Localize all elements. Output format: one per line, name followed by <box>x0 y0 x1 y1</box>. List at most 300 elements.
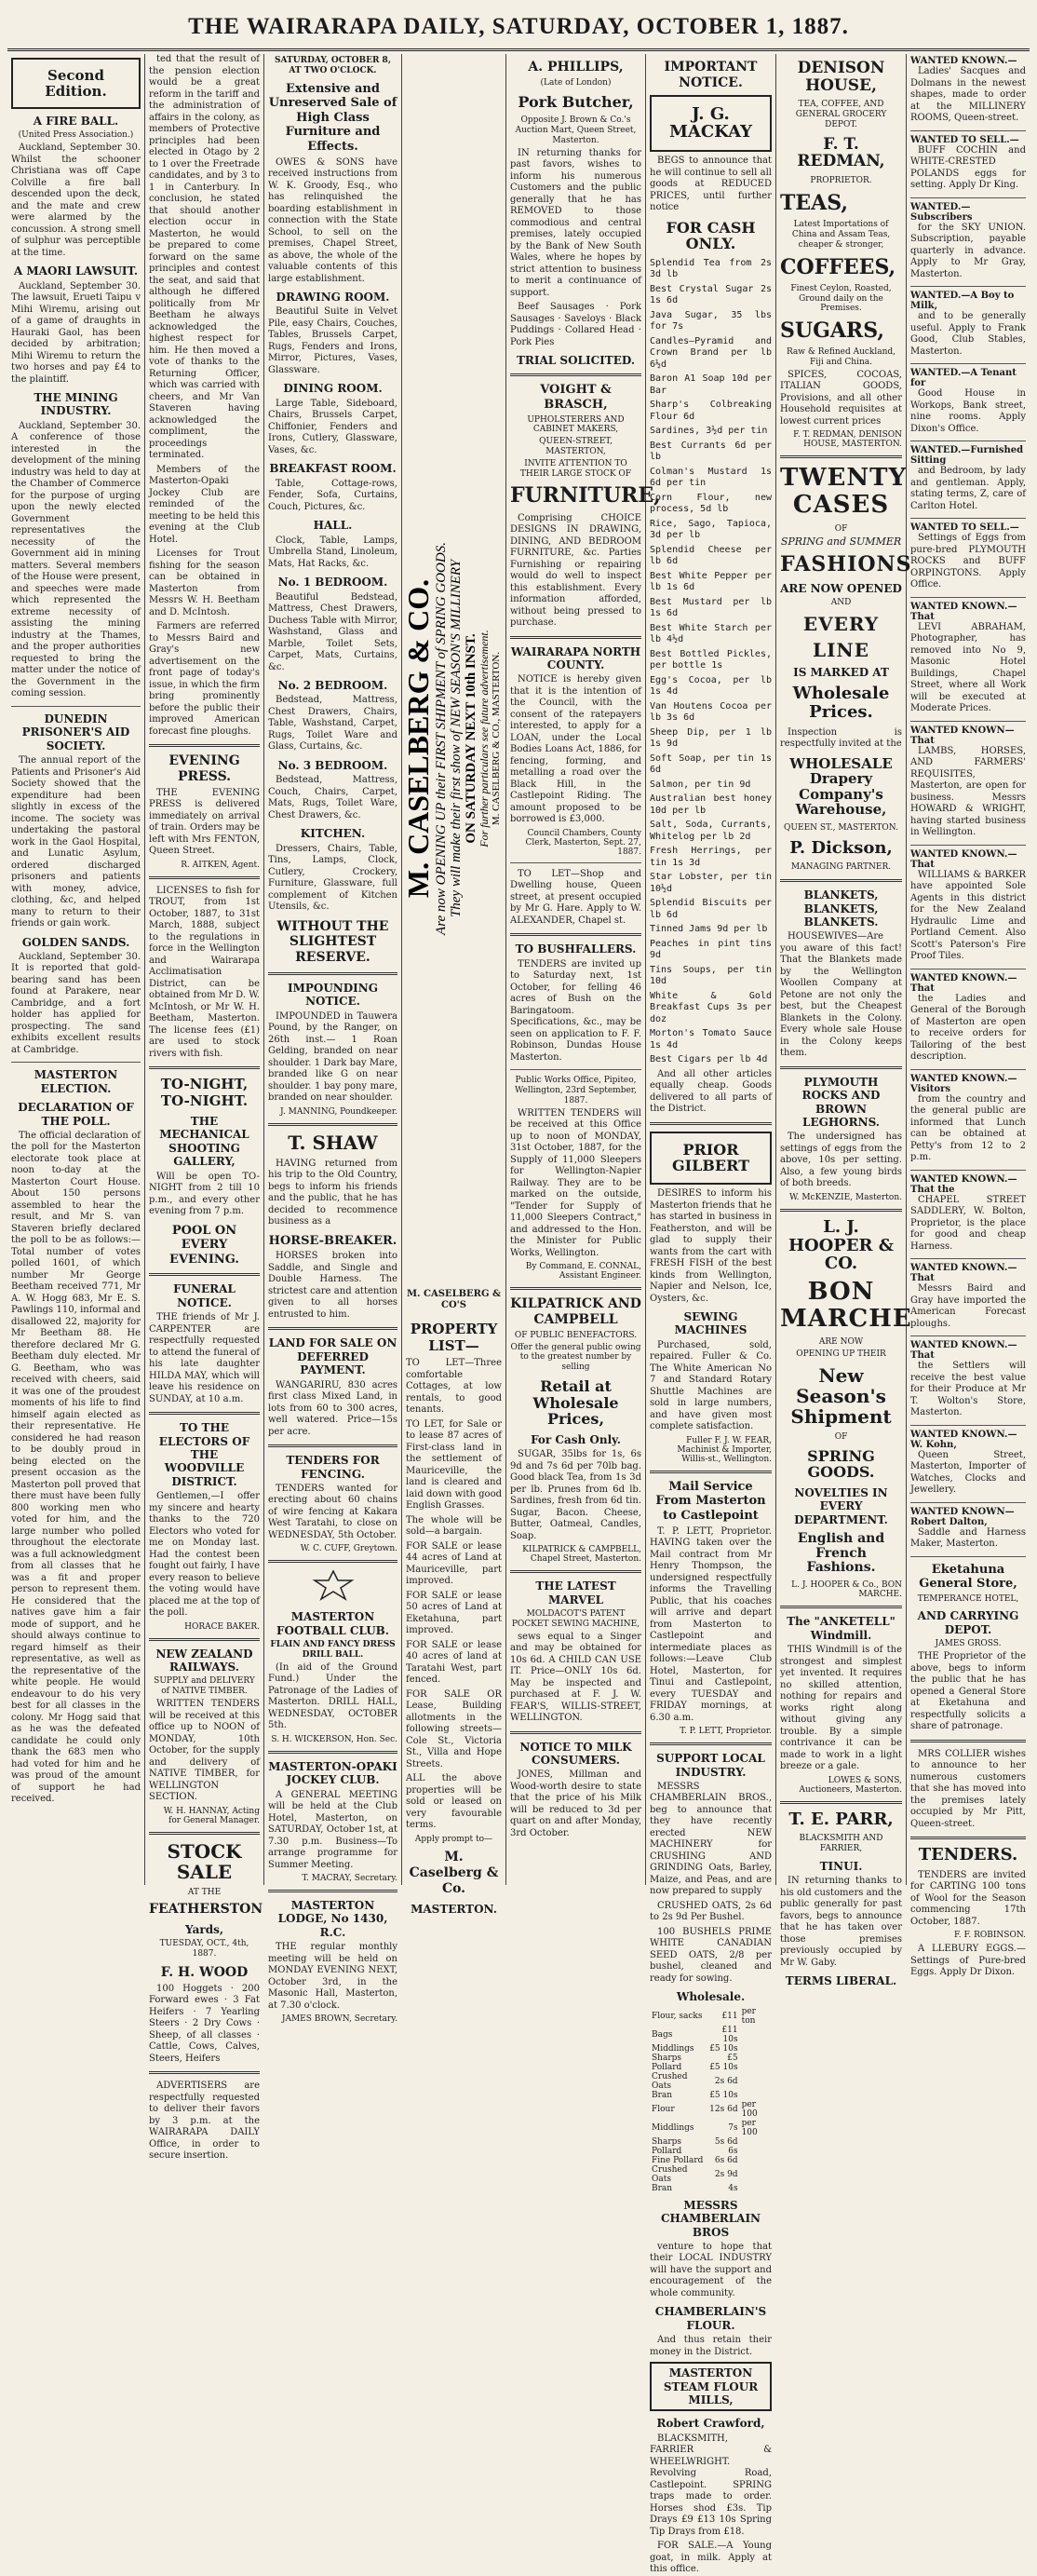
price-line: Soft Soap, per tin 1s 6d <box>650 752 772 776</box>
jockey-club-text: A GENERAL MEETING will be held at the Club Hotel, Masterton, on SATURDAY, October 1st, at 7.30 p.m. Business—To arrange programme for Summer Meeting. <box>268 1789 397 1870</box>
football-subheading: FLAIN AND FANCY DRESS DRILL BALL. <box>270 1640 396 1660</box>
price-line: Salmon, per tin 9d <box>650 779 751 790</box>
terms-text: TERMS LIBERAL. <box>785 1974 897 1988</box>
price-item: Bran <box>652 2183 673 2193</box>
price-line: Sheep Dip, per 1 lb 1s 9d <box>650 726 772 750</box>
furniture-sale-date: SATURDAY, OCTOBER 8, AT TWO O'CLOCK. <box>275 56 391 75</box>
line-text: LINE <box>813 638 869 661</box>
price-line: Best Crystal Sugar 2s 1s 6d <box>650 283 772 306</box>
mills-text: BLACKSMITH, FARRIER & WHEELWRIGHT. Revolving Road, Castlepoint. SPRING traps made to order. Horses shod £3s. Tip Drays £9 £13 10s Spring Tip Drays from £18. <box>650 2433 772 2537</box>
price-row <box>650 2137 772 2147</box>
plymouth-sign: W. McKENZIE, Masterton. <box>788 1192 902 1202</box>
price-value: 5s 6d <box>714 2136 738 2147</box>
price-item: Middlings <box>652 2043 694 2054</box>
phillips-sub: (Late of London) <box>540 77 612 88</box>
price-item: Flour <box>652 2104 675 2114</box>
kilpatrick-sign: KILPATRICK & CAMPBELL, Chapel Street, Masterton. <box>522 1545 641 1565</box>
price-value: 6s <box>728 2146 738 2156</box>
price-value: 12s 6d <box>709 2104 738 2114</box>
divider <box>149 1273 260 1276</box>
wanted-ad-text: Saddle and Harness Maker, Masterton. <box>910 1526 1026 1549</box>
dining-room-text: Large Table, Sideboard, Chairs, Brussels Carpet, Chiffonier, Fenders and Irons, Cutlery, Glassware, Vases, &c. <box>268 398 397 455</box>
lodge-heading: MASTERTON LODGE, No 1430, R.C. <box>277 1899 388 1939</box>
divider <box>780 1066 902 1069</box>
breakfast-room-text: Table, Cottage-rows, Fender, Sofa, Curtains, Couch, Pictures, &c. <box>268 478 397 512</box>
wanted-ad-text: Queen Street, Masterton, Importer of Watches, Clocks and Jewellery. <box>910 1449 1026 1495</box>
funeral-heading: FUNERAL NOTICE. <box>173 1282 236 1309</box>
stock-sale-yards: Yards, <box>184 1922 224 1936</box>
price-unit: per 100 <box>741 2118 758 2137</box>
price-value: £5 10s <box>709 2062 738 2072</box>
wanted-ad-heading: WANTED.—A Tenant for <box>910 368 1017 388</box>
columns <box>7 54 1030 2575</box>
phillips-text: IN returning thanks for past favors, wishes to inform his numerous Customers and the public generally that he has REMOVED to those commodious and central premises, lately occupied by the Bank of New South Wales, where he hopes by strict attention to business to merit a continuance of support. <box>510 147 641 298</box>
hall-heading: HALL. <box>313 519 353 533</box>
divider <box>149 744 260 747</box>
wanted-ad-heading: WANTED KNOWN.—That <box>910 1263 1017 1283</box>
wholesale-prices: Wholesale Prices. <box>792 684 890 722</box>
divider <box>11 706 141 707</box>
public-works-heading: Public Works Office, Pipiteo, Wellington, 23rd September, 1887. <box>515 1076 637 1105</box>
public-works-sign: By Command, E. CONNAL, Assistant Engineer. <box>525 1262 641 1281</box>
price-item: Flour, sacks <box>652 2011 703 2021</box>
redman-sign: F. T. REDMAN, DENISON HOUSE, MASTERTON. <box>793 430 902 450</box>
kilpatrick-sub: OF PUBLIC BENEFACTORS. <box>514 1330 638 1340</box>
every-text: EVERY <box>802 612 880 635</box>
divider <box>268 1327 397 1330</box>
price-row <box>650 2100 772 2119</box>
price-line: Peaches in pint tins 9d <box>650 938 772 961</box>
price-line: Best Mustard per lb 1s 6d <box>650 596 772 619</box>
shaw-text: HAVING returned from his trip to the Old Country, begs to inform his friends and the public, that he has decided to recommence business as a <box>268 1158 397 1227</box>
election-heading: MASTERTON ELECTION. <box>34 1068 118 1095</box>
property-brand: M. CASELBERG & CO'S <box>406 1289 502 1310</box>
wanted-ad <box>910 847 1026 969</box>
football-sign: S. H. WICKERSON, Hon. Sec. <box>271 1734 397 1744</box>
price-item: Bran <box>652 2090 673 2100</box>
column-2 <box>145 54 264 2162</box>
bushfallers-text: TENDERS are invited up to Saturday next, 1st October, for felling 46 acres of Bush on the Baringatoom. Specifications, &c., may be seen on application to F. F. Robinson, Dundas House Masterton. <box>510 958 641 1063</box>
tenders-sign: F. F. ROBINSON. <box>953 1931 1026 1941</box>
support-text: MESSRS CHAMBERLAIN BROS., beg to announce that they have recently erected NEW MACHINERY for CRUSHING AND GRINDING Oats, Barley, Maize, and Peas, and are now prepared to supply <box>650 1781 772 1897</box>
mackay-list <box>650 258 772 1066</box>
price-line: Star Lobster, per tin 10½d <box>650 872 772 894</box>
wanted-ad-heading: WANTED KNOWN.—That <box>910 1340 1017 1361</box>
wanted-ad-heading: WANTED.—Subscribers <box>910 201 973 223</box>
bedroom-2-heading: No. 2 BEDROOM. <box>277 679 388 693</box>
price-row <box>650 2063 772 2072</box>
apply-name: M. Caselberg & Co. <box>409 1850 499 1896</box>
milk-heading: NOTICE TO MILK CONSUMERS. <box>519 1740 632 1767</box>
property-item: FOR SALE or lease 40 acres of land at Taratahi West, part fenced. <box>406 1639 502 1685</box>
bedroom-1-text: Beautiful Bedstead, Mattress, Chest Drawers, Duchess Table with Mirror, Washstand, Glass and Marble, Toilet Sets, Carpet, Mats, Curtains, &c. <box>268 591 397 672</box>
price-line: White & Gold Breakfast Cups 3s per doz <box>650 990 772 1024</box>
price-line: Van Houtens Cocoa per lb 3s 6d <box>650 700 772 724</box>
mackay-box <box>650 95 772 153</box>
parr-place: TINUI. <box>819 1860 863 1874</box>
price-row <box>650 2147 772 2156</box>
kilpatrick-text: Offer the general public owing to the greatest number by selling <box>510 1342 641 1373</box>
election-continued: ted that the result of the pension election would be a great reform in the tariff and the administration of affairs in the colony, as members of Protective principles had been elected in Otago by 2 to 1 over the Freetrade candidates, and by 3 to 1 in Canterbury. In conclusion, he stated that should another election occur in Masterton, he would be prepared to come forward on the same principles and contest the seat, and said that although he differed politically from Mr Beetham he always acknowledged the highest respect for him. He then moved a vote of thanks to the Returning Officer, which was carried with cheers, and Mr Van Staveren having acknowledged the compliment, the proceedings terminated. <box>149 54 260 460</box>
prices-table <box>650 2007 772 2193</box>
lodge-text: THE regular monthly meeting will be held on MONDAY EVENING NEXT, October 3rd, in the Masonic Hall, Masterton, at 7.30 o'clock. <box>268 1942 397 2011</box>
property-heading: PROPERTY LIST— <box>410 1321 498 1354</box>
no-reserve-heading: WITHOUT THE SLIGHTEST RESERVE. <box>276 918 389 966</box>
windmill-heading: The "ANKETELL" Windmill. <box>787 1615 896 1642</box>
divider <box>650 1122 772 1125</box>
dickson-name: P. Dickson, <box>789 837 893 858</box>
railways-subheading: SUPPLY and DELIVERY of NATIVE TIMBER. <box>154 1676 255 1697</box>
mining-text: Auckland, September 30. A conference of those interested in the development of the mining industry was held to day at the Chamber of Commerce for the purpose of urging upon the newly elected Government representatives the necessity of the Government aid in mining matters. Several members of the House were present, and speeches were made which represented the extreme necessity of assisting the mining industry at the Thames, and the proper authorities requested to bring the matter under the notice of the Government in the coming session. <box>11 420 141 699</box>
prices-heading: Wholesale. <box>676 1990 746 2004</box>
and-text: AND <box>830 597 852 607</box>
price-unit <box>740 2054 772 2063</box>
price-unit <box>740 2072 772 2091</box>
divider <box>780 1606 902 1608</box>
mining-heading: THE MINING INDUSTRY. <box>34 391 118 418</box>
football-text: (In aid of the Ground Fund.) Under the Patronage of the Ladies of Masterton. DRILL HALL, WEDNESDAY, OCTOBER 5th. <box>268 1661 397 1731</box>
seed-oats-text: 100 BUSHELS PRIME WHITE CANADIAN SEED OATS, 2/8 per bushel, cleaned and ready for sowing. <box>650 1926 772 1984</box>
bedroom-2-text: Bedstead, Mattress, Chest Drawers, Chairs, Table, Washstand, Carpet, Rugs, Toilet Ware and Glass, Curtains, &c. <box>268 695 397 752</box>
kilpatrick-list: SUGAR, 35lbs for 1s, 6s 9d and 7s 6d per 70lb bag. Good black Tea, from 1s 3d per lb. Prunes from 6d lb. Sardines, fresh from 6d tin. Sugar, Bacon. Cheese, Butter, Oatmeal, Candles, Soap. <box>510 1449 641 1541</box>
wanted-ad-text: for the SKY UNION. Subscription, payable quarterly in advance. Apply to Mr Gray, Masterton. <box>910 222 1026 279</box>
goat-sale-text: FOR SALE.—A Young goat, in milk. Apply at this office. <box>650 2541 772 2575</box>
fencing-heading: TENDERS FOR FENCING. <box>286 1454 380 1481</box>
wanted-ad <box>910 1173 1026 1260</box>
divider <box>149 1066 260 1069</box>
divider <box>780 1209 902 1212</box>
wanted-ad-heading: WANTED KNOWN.—Visitors <box>910 1073 1017 1094</box>
price-unit <box>740 2091 772 2100</box>
important-heading: IMPORTANT NOTICE. <box>664 60 758 90</box>
price-value: 6s 6d <box>714 2155 738 2165</box>
apply-place: MASTERTON. <box>411 1902 497 1916</box>
column-8 <box>907 54 1030 1978</box>
impound-sign: J. MANNING, Poundkeeper. <box>280 1106 397 1117</box>
trout-licenses-text: LICENSES to fish for TROUT, from 1st October, 1887, to 31st March, 1888, subject to the regulations in force in the Wellington and Wairarapa Acclimatisation District, can be obtained from Mr D. W. McIntosh, or Mr W. H. Beetham, Masterton. The license fees (£1) are used to stock rivers with fish. <box>149 885 260 1059</box>
wanted-ad-heading: WANTED KNOWN.—W. Kohn, <box>910 1429 1017 1450</box>
marked-text: IS MARKED AT <box>793 665 889 679</box>
county-text: NOTICE is hereby given that it is the intention of the Council, with the consent of the ratepayers interested, to apply for a LOAN, under the Local Bodies Loans Act, 1886, for fencing, forming, and metalling a road over the Black Hill, in the Castlepoint Riding. The amount proposed to be borrowed is £3,000. <box>510 674 641 825</box>
sewing-text: Purchased, sold, repaired. Fuller & Co. The White American No 7 and Standard Rotary Shuttle Machines are sold in large numbers, and have given most complete satisfaction. <box>650 1339 772 1432</box>
price-line: Rice, Sago, Tapioca, 3d per lb <box>650 518 772 541</box>
price-line: Baron A1 Soap 10d per Bar <box>650 373 772 396</box>
maori-lawsuit-text: Auckland, September 30. The lawsuit, Erueti Taipu v Mihi Wiremu, arising out of a game of draughts in Hauraki Gaol, has been decided by arbitration; Mihi Wiremu to return the two horses and pay £4 to the plaintiff. <box>11 280 141 385</box>
price-value: £5 10s <box>709 2043 738 2054</box>
price-item: Crushed Oats <box>652 2164 688 2184</box>
price-item: Fine Pollard <box>652 2155 704 2165</box>
windmill-sign: LOWES & SONS, Auctioneers, Masterton. <box>799 1775 902 1795</box>
windmill-text: THIS Windmill is of the strongest and simplest yet invented. It requires no skilled attention, nothing for repairs and works right along without giving any trouble. By a simple contrivance it can be made to work in a light breeze or a gale. <box>780 1645 902 1772</box>
tonight-heading: TO-NIGHT, TO-NIGHT. <box>160 1076 249 1110</box>
denison-heading: DENISON HOUSE, <box>797 59 885 95</box>
price-row <box>650 2026 772 2044</box>
price-item: Bags <box>652 2029 673 2040</box>
price-line: Corn Flour, new process, 5d lb <box>650 492 772 515</box>
wanted-ad-heading: WANTED TO SELL.— <box>910 522 1019 533</box>
hooper-heading: L. J. HOOPER & CO. <box>788 1216 895 1274</box>
wanted-ad <box>910 289 1026 364</box>
price-line: Egg's Cocoa, per lb 1s 4d <box>650 674 772 698</box>
crushed-oats-text: CRUSHED OATS, 2s 6d to 2s 9d Per Bushel. <box>650 1900 772 1923</box>
wanted-ad-text: Settings of Eggs from pure-bred PLYMOUTH ROCKS and BUFF ORPINGTONS. Apply Office. <box>910 533 1026 590</box>
price-unit <box>740 2063 772 2072</box>
opened-text: ARE NOW OPENED <box>780 581 902 595</box>
vert-line-5: For further particulars see future advertisement. <box>478 630 491 847</box>
divider <box>510 373 641 376</box>
vert-line-6: M. CASELBERG & CO., MASTERTON. <box>491 651 502 826</box>
price-line: Splendid Tea from 2s 3d lb <box>650 257 772 280</box>
price-unit <box>740 2026 772 2044</box>
furniture-heading: FURNITURE, <box>510 483 661 508</box>
dunedin-heading: DUNEDIN PRISONER'S AID SOCIETY. <box>21 712 130 752</box>
divider <box>510 1287 641 1290</box>
cases-heading: TWENTY CASES <box>780 464 908 519</box>
voight-sub: UPHOLSTERERS AND CABINET MAKERS, <box>527 414 625 435</box>
breakfast-room-heading: BREAKFAST ROOM. <box>269 462 397 476</box>
mackay-text: BEGS to announce that he will continue to sell all goods at REDUCED PRICES, until further notice <box>650 156 772 213</box>
sugars-text: Raw & Refined Auckland, Fiji and China. <box>786 347 896 368</box>
property-item: The whole will be sold—a bargain. <box>406 1514 502 1537</box>
property-item: TO LET—Three comfortable Cottages, at low rentals, to good tenants. <box>406 1358 502 1415</box>
price-value: £11 <box>721 2011 738 2021</box>
pool-heading: POOL ON EVERY EVENING. <box>169 1223 239 1267</box>
stock-sale-date: TUESDAY, OCT., 4th, 1887. <box>159 1939 249 1959</box>
price-line: Splendid Biscuits per lb 6d <box>650 898 772 920</box>
phillips-list: Beef Sausages · Pork Sausages · Saveloys · Black Puddings · Collared Head · Pork Pies <box>510 302 641 347</box>
divider <box>11 1062 141 1063</box>
shaw-text-2: HORSES broken into Saddle, and Single and Double Harness. The strictest care and attention given to all horses entrusted to him. <box>268 1251 397 1320</box>
mail-text: T. P. LETT, Proprietor. HAVING taken over the Mail contract from Mr Henry Thompson, the undersigned respectfully informs the Travelling Public, that his coaches will arrive and depart from Masterton to Castlepoint and intermediate places as follows:—Leave Club Hotel, Masterton, for Tinui and Castlepoint, every TUESDAY and FRIDAY mornings, at 6.30 a.m. <box>650 1525 772 1723</box>
wanted-ad <box>910 1261 1026 1336</box>
coffees-text: Finest Ceylon, Roasted, Ground daily on the Premises. <box>790 283 892 314</box>
mills-sub: Robert Crawford, <box>656 2417 765 2431</box>
mail-sign: T. P. LETT, Proprietor. <box>680 1727 772 1737</box>
divider <box>650 1471 772 1473</box>
bedroom-3-heading: No. 3 BEDROOM. <box>277 758 388 772</box>
divider <box>268 1890 397 1892</box>
divider <box>268 1751 397 1754</box>
wanted-ad <box>910 1338 1026 1426</box>
blankets-heading: BLANKETS, BLANKETS, BLANKETS. <box>803 888 879 929</box>
price-line: Tinned Jams 9d per lb <box>650 924 768 935</box>
prior-heading: PRIOR GILBERT <box>671 1140 750 1175</box>
wanted-ad-text: and to be generally useful. Apply to Frank Good, Club Stables, Masterton. <box>910 311 1026 357</box>
divider <box>910 1740 1026 1742</box>
wanted-ad-text: Ladies' Sacques and Dolmans in the newest shapes, made to order at the MILLINERY ROOMS, Queen-street. <box>910 66 1026 123</box>
wanted-ad <box>910 366 1026 441</box>
price-row <box>650 2119 772 2137</box>
price-unit <box>740 2044 772 2054</box>
milk-text: JONES, Millman and Wood-worth desire to state that the price of his Milk will be reduced to 3d per quart on and after Monday, 3rd October. <box>510 1769 641 1838</box>
bushfallers-heading: TO BUSHFALLERS. <box>515 942 637 956</box>
price-row <box>650 2044 772 2054</box>
price-line: Fresh Herrings, per tin 1s 3d <box>650 846 772 868</box>
wanted-ad <box>910 443 1026 519</box>
price-unit: per ton <box>741 2006 756 2026</box>
prior-text: DESIRES to inform his Masterton friends that he has started in business in Featherston, and will be glad to supply their wants from the cart with FRESH FISH of the best kinds from Wellington, Napier and Nelson, Ice, Oysters, &c. <box>650 1188 772 1304</box>
tenders-text: TENDERS are invited for CARTING 100 tons of Wool for the Season commencing 17th October, 1887. <box>910 1869 1026 1927</box>
stock-sale-list: 100 Hoggets · 200 Forward ewes · 3 Fat Heifers · 7 Yearling Steers · 2 Dry Cows · Sheep, of all classes · Cattle, Cows, Calves, Steers, Heifers <box>149 1983 260 2064</box>
price-unit <box>740 2137 772 2147</box>
property-item: ALL the above properties will be sold or leased on very favourable terms. <box>406 1773 502 1830</box>
jockey-club-heading: MASTERTON-OPAKI JOCKEY CLUB. <box>268 1759 397 1787</box>
dunedin-text: The annual report of the Patients and Prisoner's Aid Society showed that the expenditure had been slightly in excess of the income. The society was undertaking the pastoral work in the Gaol Hospital, and Lunatic Asylum, ordered discharged prisoners and patients with money, advice, clothing, &c, and helped many to return to their friends or gain work. <box>11 755 141 929</box>
crest-icon <box>268 1569 397 1605</box>
price-row <box>650 2156 772 2165</box>
eggs-text: A LLEBURY EGGS.—Settings of Pure-bred Eggs. Apply Dr Dixon. <box>910 1944 1026 1978</box>
mackay-heading: J. G. MACKAY <box>668 103 753 142</box>
wanted-ad <box>910 54 1026 131</box>
price-value: £5 <box>727 2053 738 2063</box>
stock-sale-agent: F. H. WOOD <box>160 1964 249 1980</box>
evening-press-heading: EVENING PRESS. <box>168 753 240 784</box>
jockey-club-sign: T. MACRAY, Secretary. <box>302 1874 397 1884</box>
railways-heading: NEW ZEALAND RAILWAYS. <box>155 1647 253 1674</box>
wanted-ad-heading: WANTED.—A Boy to Milk, <box>910 291 1015 311</box>
property-item: FOR SALE or lease 44 acres of Land at Mauriceville, part improved. <box>406 1540 502 1586</box>
voight-address: QUEEN-STREET, MASTERTON, <box>539 437 613 457</box>
wanted-ad-text: the Settlers will receive the best value for their Produce at Mr T. Wolton's Store, Masterton. <box>910 1361 1026 1417</box>
english-french: English and French Fashions. <box>797 1531 885 1575</box>
price-row <box>650 2184 772 2193</box>
sugars-heading: SUGARS, <box>780 319 884 344</box>
divider <box>780 455 902 458</box>
divider <box>510 862 641 863</box>
spring-goods: SPRING GOODS. <box>807 1446 875 1482</box>
county-sign: Council Chambers, County Clerk, Masterton, Sept. 27, 1887. <box>525 828 641 857</box>
gallery-text: Will be open TO-NIGHT from 2 till 10 p.m., and every other evening from 7 p.m. <box>149 1171 260 1217</box>
wanted-ad <box>910 600 1026 722</box>
property-item: FOR SALE or lease 50 acres of Land at Eketahuna, part improved. <box>406 1590 502 1635</box>
wanted-ad <box>910 200 1026 288</box>
evening-press-sign: R. AITKEN, Agent. <box>181 860 260 870</box>
impound-text: IMPOUNDED in Tauwera Pound, by the Ranger, on 26th inst.— 1 Roan Gelding, branded on near shoulder. 1 Dark bay Mare, branded like G on near shoulder. 1 bay pony mare, branded on near shoulder. <box>268 1010 397 1104</box>
vert-line-4: ON SATURDAY NEXT 10th INST. <box>464 633 478 844</box>
price-item: Middlings <box>652 2122 694 2133</box>
price-value: 2s 6d <box>714 2076 738 2086</box>
voight-heading: VOIGHT & BRASCH, <box>540 383 612 413</box>
flour-text: And thus retain their money in the District. <box>650 2335 772 2357</box>
evening-press-text: THE EVENING PRESS is delivered immediately on arrival of train. Orders may be left with Mrs FENTON, Queen Street. <box>149 787 260 857</box>
divider <box>510 636 641 639</box>
jockey-reminder: Members of the Masterton-Opaki Jockey Club are reminded of the meeting to be held this evening at the Club Hotel. <box>149 464 260 545</box>
phillips-trade: Pork Butcher, <box>518 92 634 111</box>
masthead <box>7 6 1030 51</box>
cases-of: OF <box>834 523 848 534</box>
wdc-address: QUEEN ST., MASTERTON. <box>784 822 898 833</box>
carrying-text: THE Proprietor of the above, begs to inform the public that he has opened a General Store at Eketahuna and respectfully solicits a share of patronage. <box>910 1651 1026 1732</box>
price-item: Sharps <box>652 2136 682 2147</box>
chamberlain-heading: MESSRS CHAMBERLAIN BROS <box>660 2198 761 2239</box>
wanted-ad <box>910 1428 1026 1503</box>
wanted-ad-text: CHAPEL STREET SADDLERY, W. Bolton, Proprietor, is the place for good and cheap Harness. <box>910 1194 1026 1252</box>
divider <box>268 1123 397 1126</box>
price-unit <box>740 2147 772 2156</box>
wanted-ad-heading: WANTED KNOWN.—That the <box>910 1173 1017 1195</box>
wanted-ad-heading: WANTED TO SELL.— <box>910 134 1019 145</box>
chamberlain-text: venture to hope that their LOCAL INDUSTRY will have the support and encouragement of the whole community. <box>650 2241 772 2298</box>
election-text: The official declaration of the poll for the Masterton electorate took place at noon to-day at the Masterton Court House. About 150 persons assembled to hear the result, and Mr S. van Staveren briefly declared the poll to be as follows:— Total number of votes polled 1601, of which number Mr George Beetham received 771, Mr A. W. Hogg 683, Mr E. S. Pawlings 110, informal and disallowed 22, majority for Mr Beetham 88. He therefore declared Mr G. Beetham duly elected. Mr G. Beetham, who was received with cheers, said it was one of the proudest moments of his life to find himself again elected as their representative. He considered he had reason to be doubly proud in being elected on the present occasion as the Masterton poll proved that there must have been fully 800 working men who voted for him, and the large number who polled throughout the electorate was a full acknowledgment from all classes that he was a fit and proper person to represent them. He considered that the natives gave him a fair mode of support, and he should always continue to regard himself as their representative, as well as the representative of the white people. He would endeavour to do his very best for all classes in the colony. Mr Hogg said that as he was the defeated candidate he could only thank the 683 men who had voted for him and he was proud of the amount of support he had received. <box>11 1130 141 1805</box>
impound-heading: IMPOUNDING NOTICE. <box>287 982 379 1009</box>
golden-sands-heading: GOLDEN SANDS. <box>21 935 130 949</box>
price-line: Candles—Pyramid and Crown Brand per lb 6½d <box>650 335 772 370</box>
price-line: Salt, Soda, Currants, Whitelog per lb 2d <box>650 820 772 842</box>
wanted-ad <box>910 1072 1026 1171</box>
fire-ball-heading: A FIRE BALL. <box>33 115 119 128</box>
price-line: Splendid Cheese per lb 6d <box>650 544 772 567</box>
wanted-ad-text: LEVI ABRAHAM, Photographer, has removed into No 9, Masonic Hotel Buildings, Chapel Street, where all Work will be executed at Moderate Prices. <box>910 621 1026 713</box>
stock-sale-heading: STOCK SALE <box>167 1839 242 1883</box>
plymouth-text: The undersigned has settings of eggs from the above, 10s per setting. Also, a few young birds of both breeds. <box>780 1132 902 1189</box>
vert-line-2: Are now OPENING UP their FIRST SHIPMENT of SPRING GOODS. <box>434 542 449 935</box>
wanted-ad-text: Good House in Workops, Bank street, nine rooms. Apply Dixon's Office. <box>910 388 1026 434</box>
wanted-ad-text: and Bedroom, by lady and gentleman. Apply, stating terms, Z, care of Carlton Hotel. <box>910 466 1026 511</box>
opening-up: OPENING UP THEIR <box>796 1349 886 1360</box>
eketahuna-sub: TEMPERANCE HOTEL, <box>917 1593 1019 1604</box>
price-row <box>650 2165 772 2184</box>
divider <box>149 1832 260 1835</box>
wanted-ad-text: WILLIAMS & BARKER have appointed Sole Agents in this district for the New Zealand Hydraulic Lime and Portland Cement. Also Scott's Paterson's Fire Proof Tiles. <box>910 869 1026 961</box>
novelties-text: NOVELTIES IN EVERY DEPARTMENT. <box>794 1486 888 1526</box>
column-3 <box>264 54 402 2025</box>
wanted-ad-text: Messrs Baird and Gray have imported the American Forecast ploughs. <box>910 1283 1026 1329</box>
spices-text: SPICES, COCOAS, ITALIAN GOODS, Provisions, and all other Household requisites at lowest current prices <box>780 369 902 427</box>
divider <box>780 879 902 882</box>
column-4 <box>401 54 506 1916</box>
divider <box>268 1560 397 1563</box>
wanted-ad <box>910 133 1026 198</box>
electors-heading: TO THE ELECTORS OF THE WOODVILLE DISTRICT. <box>158 1421 250 1488</box>
vert-line-1: M. CASELBERG & CO. <box>401 578 435 899</box>
phillips-heading: A. PHILLIPS, <box>528 60 624 75</box>
wanted-ad-text: LAMBS, HORSES, AND FARMERS' REQUISITES, Masterton, are open for business. Messrs HOWARD & WRIGHT, having started business in Wellington. <box>910 745 1026 837</box>
blankets-text: HOUSEWIVES—Are you aware of this fact! That the Blankets made by the Wellington Woollen Company at Petone are not only the best, but the Cheapest Blankets in the Colony. Every whole sale House in the Colony keeps them. <box>780 931 902 1059</box>
shaw-heading: T. SHAW <box>288 1131 378 1154</box>
carrying-name: JAMES GROSS. <box>935 1639 1002 1649</box>
land-sale-text: WANGARIRU, 830 acres first class Mixed Land, in lots from 60 to 300 acres, well watered. Price—15s per acre. <box>268 1379 397 1437</box>
parr-heading: T. E. PARR, <box>788 1809 894 1829</box>
property-list <box>406 1283 502 1918</box>
divider <box>510 1069 641 1070</box>
ploughs-note: Farmers are referred to Messrs Baird and Gray's new advertisement on the front page of today's issue, in which the firm bring prominently before the public their improved American forecast fine ploughs. <box>149 621 260 737</box>
price-line: Best White Pepper per lb 1s 6d <box>650 570 772 593</box>
divider <box>149 876 260 879</box>
wanted-ads <box>910 54 1026 1557</box>
kitchen-text: Dressers, Chairs, Table, Tins, Lamps, Clock, Cutlery, Crockery, Furniture, Glassware, full complement of Kitchen Utensils, &c. <box>268 843 397 913</box>
parr-sub: BLACKSMITH AND FARRIER, <box>799 1834 883 1854</box>
vert-line-3: They will make their first show of NEW SEASON'S MILLINERY <box>449 559 464 918</box>
price-line: Sharp's Colbreaking Flour 6d <box>650 400 772 422</box>
wanted-ad-heading: WANTED KNOWN.—That <box>910 972 1017 994</box>
drawing-room-text: Beautiful Suite in Velvet Pile, easy Chairs, Couches, Tables, Brussels Carpet, Rugs, Fenders and Irons, Mirror, Pictures, Vases, Glassware. <box>268 306 397 375</box>
bedroom-1-heading: No. 1 BEDROOM. <box>277 576 388 590</box>
phillips-close: TRIAL SOLICITED. <box>516 354 635 368</box>
wanted-ad-heading: WANTED KNOWN.—That <box>910 601 1017 622</box>
mills-box <box>650 2362 772 2411</box>
kilpatrick-terms: For Cash Only. <box>531 1432 621 1446</box>
mills-heading: MASTERTON STEAM FLOUR MILLS, <box>663 2366 759 2407</box>
to-let-text: TO LET—Shop and Dwelling house, Queen street, at present occupied by Mr G. Hare. Apply to W. ALEXANDER, Chapel st. <box>510 868 641 926</box>
kitchen-heading: KITCHEN. <box>300 827 366 841</box>
are-now: ARE NOW <box>818 1337 864 1348</box>
hall-text: Clock, Table, Lamps, Umbrella Stand, Linoleum, Mats, Hat Racks, &c. <box>268 535 397 569</box>
newspaper-title: THE WAIRARAPA DAILY, SATURDAY, OCTOBER 1, 1887. <box>188 14 849 39</box>
public-works-text: WRITTEN TENDERS will be received at this Office up to noon of MONDAY, 31st October, 1887, for the Supply of 11,000 Sleepers for Wellington-Napier Railway. They are to be marked on the outside, "Tender for Supply of 11,000 Sleepers Contract," and addressed to the Hon. the Minister for Public Works, Wellington. <box>510 1107 641 1258</box>
railways-sign: W. H. HANNAY, Acting for General Manager. <box>163 1806 260 1825</box>
fire-ball-text: Auckland, September 30. Whilst the schooner Christiana was off Cape Colville a fire ball descended upon the deck, and the mate and crew were alarmed by the concussion. A strong smell of sulphur was perceptible at the time. <box>11 142 141 258</box>
redman-sub: PROPRIETOR. <box>810 176 872 186</box>
